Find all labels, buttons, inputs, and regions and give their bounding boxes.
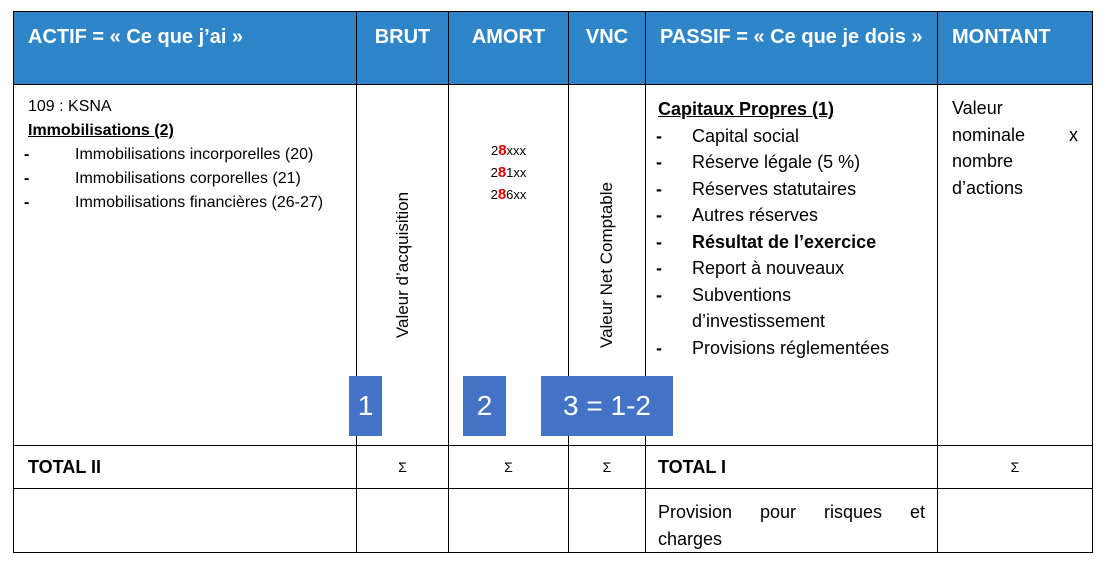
sigma-montant: Σ: [938, 446, 1093, 489]
amort-code: 281xx: [490, 164, 527, 181]
vnc-vertical-label: Valeur Net Comptable: [597, 182, 616, 348]
header-row: [14, 12, 1093, 85]
list-item: - Immobilisations financières (26-27): [24, 194, 324, 211]
header-actif: ACTIF = « Ce que j’ai »: [14, 12, 357, 85]
empty-cell: [14, 489, 357, 553]
montant-text: Valeur nominale x nombre d’actions: [952, 98, 1078, 198]
header-amort: AMORT: [449, 12, 569, 85]
header-montant: MONTANT: [938, 12, 1093, 85]
header-brut: BRUT: [357, 12, 449, 85]
empty-cell: [569, 489, 646, 553]
amort-code: 28xxx: [490, 142, 527, 159]
list-item: - Report à nouveaux: [656, 258, 845, 278]
badge-amort: 2: [463, 376, 506, 436]
provision-text: Provision pour risques et charges: [658, 502, 925, 549]
empty-cell: [449, 489, 569, 553]
sigma-brut: Σ: [357, 446, 449, 489]
actif-cell: [14, 85, 357, 446]
immobilisations-list: [24, 143, 356, 215]
amort-code: 286xx: [490, 186, 527, 203]
sigma-amort: Σ: [449, 446, 569, 489]
empty-cell: [938, 489, 1093, 553]
list-item: - Immobilisations incorporelles (20): [24, 146, 314, 163]
brut-vertical-label: Valeur d’acquisition: [392, 191, 412, 339]
list-item: - Réserves statutaires: [656, 178, 857, 199]
passif-cell: [646, 85, 938, 446]
list-item: - Immobilisations corporelles (21): [24, 170, 301, 187]
list-item: - Capital social: [656, 125, 800, 146]
list-item: - Provisions réglementées: [656, 337, 890, 358]
provision-row: [14, 489, 1093, 553]
empty-cell: [357, 489, 449, 553]
provision-cell: [646, 489, 938, 553]
total-i-label: TOTAL I: [646, 446, 938, 489]
total-ii-label: TOTAL II: [14, 446, 357, 489]
immobilisations-title: Immobilisations (2): [28, 122, 174, 139]
badge-brut: 1: [349, 376, 382, 436]
list-item: - Résultat de l’exercice: [656, 231, 877, 252]
sigma-vnc: Σ: [569, 446, 646, 489]
total-row: [14, 446, 1093, 489]
list-item: - Réserve légale (5 %): [656, 152, 861, 172]
capitaux-propres-title: Capitaux Propres (1): [658, 99, 835, 119]
list-item: - Autres réserves: [656, 205, 819, 225]
montant-cell: [938, 85, 1093, 446]
list-item: - Subventions d’investissement: [656, 284, 826, 331]
bilan-table: [13, 11, 1093, 553]
header-vnc: VNC: [569, 12, 646, 85]
badge-vnc: 3 = 1-2: [541, 376, 673, 436]
ksna-label: 109 : KSNA: [28, 98, 112, 115]
header-passif: PASSIF = « Ce que je dois »: [646, 12, 938, 85]
capitaux-propres-list: [658, 123, 925, 362]
